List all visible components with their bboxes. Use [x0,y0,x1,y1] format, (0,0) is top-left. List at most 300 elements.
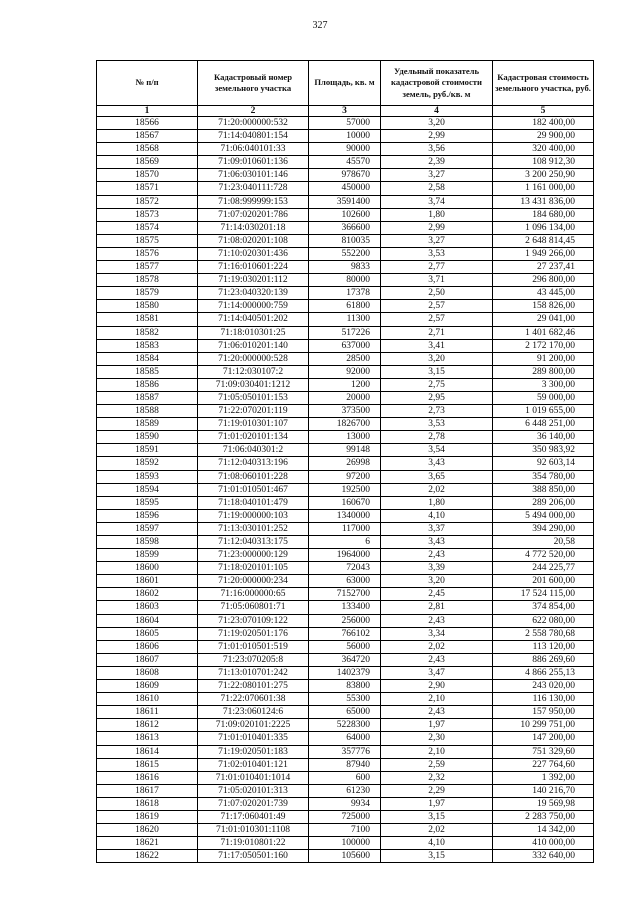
cadastral-cost-cell: 182 400,00 [493,117,594,130]
specific-value-cell: 3,27 [381,234,493,247]
row-number-cell: 18588 [97,405,198,418]
row-number-cell: 18567 [97,130,198,143]
area-cell: 133400 [309,601,381,614]
cadastral-cost-cell: 108 912,30 [493,156,594,169]
cadastral-cost-cell: 1 401 682,46 [493,326,594,339]
table-row [97,274,594,287]
cadastral-cost-cell: 1 392,00 [493,771,594,784]
row-number-cell: 18582 [97,326,198,339]
row-number-cell: 18602 [97,588,198,601]
cadastral-number-cell: 71:09:010601:136 [198,156,309,169]
row-number-cell: 18600 [97,562,198,575]
cadastral-cost-cell: 394 290,00 [493,522,594,535]
specific-value-cell: 3,71 [381,274,493,287]
cadastral-number-cell: 71:12:030107:2 [198,365,309,378]
area-cell: 9833 [309,261,381,274]
table-row [97,378,594,391]
specific-value-cell: 3,15 [381,810,493,823]
area-cell: 1402379 [309,666,381,679]
row-number-cell: 18571 [97,182,198,195]
specific-value-cell: 2,45 [381,588,493,601]
cadastral-cost-cell: 4 866 255,13 [493,666,594,679]
specific-value-cell: 3,53 [381,247,493,260]
table-row [97,536,594,549]
row-number-cell: 18580 [97,300,198,313]
cadastral-cost-cell: 43 445,00 [493,287,594,300]
specific-value-cell: 1,97 [381,719,493,732]
area-cell: 364720 [309,653,381,666]
area-cell: 45570 [309,156,381,169]
cadastral-number-cell: 71:18:040101:479 [198,496,309,509]
column-number-row [97,106,594,117]
cadastral-cost-cell: 751 329,60 [493,745,594,758]
cadastral-cost-cell: 10 299 751,00 [493,719,594,732]
area-cell: 64000 [309,732,381,745]
area-cell: 100000 [309,837,381,850]
row-number-cell: 18613 [97,732,198,745]
cadastral-number-cell: 71:18:010301:25 [198,326,309,339]
cadastral-number-cell: 71:23:060124:6 [198,706,309,719]
specific-value-cell: 3,20 [381,117,493,130]
cadastral-cost-cell: 14 342,00 [493,824,594,837]
cadastral-number-cell: 71:01:010301:1108 [198,824,309,837]
cadastral-cost-cell: 3 200 250,90 [493,169,594,182]
cadastral-cost-cell: 3 300,00 [493,378,594,391]
row-number-cell: 18576 [97,247,198,260]
cadastral-cost-cell: 289 206,00 [493,496,594,509]
specific-value-cell: 3,37 [381,522,493,535]
row-number-cell: 18598 [97,536,198,549]
area-cell: 55300 [309,693,381,706]
specific-value-cell: 2,10 [381,693,493,706]
cadastral-number-cell: 71:22:080101:275 [198,680,309,693]
table-row [97,352,594,365]
area-cell: 13000 [309,431,381,444]
specific-value-cell: 1,80 [381,496,493,509]
specific-value-cell: 3,47 [381,666,493,679]
table-row [97,575,594,588]
cadastral-cost-cell: 622 080,00 [493,614,594,627]
area-cell: 600 [309,771,381,784]
cadastral-number-cell: 71:07:020201:786 [198,208,309,221]
cadastral-cost-cell: 4 772 520,00 [493,549,594,562]
column-number: 5 [493,106,594,117]
area-cell: 450000 [309,182,381,195]
area-cell: 3591400 [309,195,381,208]
cadastral-number-cell: 71:20:000000:528 [198,352,309,365]
cadastral-number-cell: 71:22:070201:119 [198,405,309,418]
table-row [97,156,594,169]
cadastral-number-cell: 71:08:999999:153 [198,195,309,208]
cadastral-number-cell: 71:12:040313:196 [198,457,309,470]
row-number-cell: 18609 [97,680,198,693]
specific-value-cell: 3,34 [381,627,493,640]
table-row [97,810,594,823]
row-number-cell: 18612 [97,719,198,732]
specific-value-cell: 2,99 [381,130,493,143]
column-number: 3 [309,106,381,117]
header-area: Площадь, кв. м [309,61,381,106]
area-cell: 17378 [309,287,381,300]
cadastral-cost-cell: 140 216,70 [493,784,594,797]
table-row [97,457,594,470]
specific-value-cell: 2,77 [381,261,493,274]
cadastral-cost-cell: 116 130,00 [493,693,594,706]
page-number: 327 [312,20,328,31]
area-cell: 117000 [309,522,381,535]
table-row [97,418,594,431]
area-cell: 90000 [309,143,381,156]
cadastral-cost-cell: 184 680,00 [493,208,594,221]
header-row-number: № п/п [97,61,198,106]
area-cell: 99148 [309,444,381,457]
specific-value-cell: 2,99 [381,221,493,234]
cadastral-cost-cell: 2 558 780,68 [493,627,594,640]
cadastral-number-cell: 71:19:000000:103 [198,509,309,522]
cadastral-number-cell: 71:19:020501:176 [198,627,309,640]
row-number-cell: 18610 [97,693,198,706]
specific-value-cell: 4,10 [381,509,493,522]
row-number-cell: 18617 [97,784,198,797]
row-number-cell: 18579 [97,287,198,300]
table-row [97,339,594,352]
area-cell: 357776 [309,745,381,758]
row-number-cell: 18566 [97,117,198,130]
table-row [97,365,594,378]
cadastral-cost-cell: 29 900,00 [493,130,594,143]
cadastral-number-cell: 71:23:000000:129 [198,549,309,562]
table-row [97,627,594,640]
table-row [97,614,594,627]
cadastral-cost-cell: 27 237,41 [493,261,594,274]
specific-value-cell: 3,20 [381,352,493,365]
cadastral-number-cell: 71:09:020101:2225 [198,719,309,732]
table-row [97,640,594,653]
specific-value-cell: 2,90 [381,680,493,693]
table-row [97,247,594,260]
row-number-cell: 18596 [97,509,198,522]
row-number-cell: 18622 [97,850,198,863]
specific-value-cell: 1,97 [381,797,493,810]
cadastral-number-cell: 71:19:010801:22 [198,837,309,850]
cadastral-cost-cell: 227 764,60 [493,758,594,771]
specific-value-cell: 4,10 [381,837,493,850]
area-cell: 6 [309,536,381,549]
specific-value-cell: 3,39 [381,562,493,575]
table-row [97,601,594,614]
cadastral-cost-cell: 13 431 836,00 [493,195,594,208]
specific-value-cell: 2,71 [381,326,493,339]
area-cell: 725000 [309,810,381,823]
table-row [97,405,594,418]
table-row [97,666,594,679]
table-row [97,719,594,732]
area-cell: 72043 [309,562,381,575]
table-row [97,326,594,339]
area-cell: 1200 [309,378,381,391]
cadastral-cost-cell: 147 200,00 [493,732,594,745]
cadastral-number-cell: 71:06:010201:140 [198,339,309,352]
table-row [97,522,594,535]
specific-value-cell: 3,43 [381,536,493,549]
specific-value-cell: 2,75 [381,378,493,391]
row-number-cell: 18568 [97,143,198,156]
cadastral-cost-cell: 1 161 000,00 [493,182,594,195]
cadastral-cost-cell: 289 800,00 [493,365,594,378]
table-row [97,693,594,706]
cadastral-number-cell: 71:19:020501:183 [198,745,309,758]
cadastral-number-cell: 71:19:010301:107 [198,418,309,431]
table-row [97,797,594,810]
specific-value-cell: 3,65 [381,470,493,483]
header-cadastral-number: Кадастровый номер земельного участка [198,61,309,106]
row-number-cell: 18581 [97,313,198,326]
specific-value-cell: 3,43 [381,457,493,470]
area-cell: 105600 [309,850,381,863]
cadastral-number-cell: 71:23:040111:728 [198,182,309,195]
cadastral-cost-cell: 36 140,00 [493,431,594,444]
area-cell: 9934 [309,797,381,810]
column-number: 1 [97,106,198,117]
row-number-cell: 18574 [97,221,198,234]
cadastral-cost-cell: 1 019 655,00 [493,405,594,418]
row-number-cell: 18569 [97,156,198,169]
cadastral-number-cell: 71:17:050501:160 [198,850,309,863]
table-row [97,444,594,457]
cadastral-number-cell: 71:08:060101:228 [198,470,309,483]
cadastral-number-cell: 71:14:040801:154 [198,130,309,143]
cadastral-cost-cell: 2 172 170,00 [493,339,594,352]
cadastral-number-cell: 71:05:020101:313 [198,784,309,797]
cadastral-number-cell: 71:13:010701:242 [198,666,309,679]
specific-value-cell: 3,54 [381,444,493,457]
area-cell: 552200 [309,247,381,260]
row-number-cell: 18595 [97,496,198,509]
cadastral-value-table [96,60,594,863]
table-row [97,195,594,208]
cadastral-cost-cell: 157 950,00 [493,706,594,719]
cadastral-cost-cell: 388 850,00 [493,483,594,496]
cadastral-cost-cell: 19 569,98 [493,797,594,810]
cadastral-number-cell: 71:14:040501:202 [198,313,309,326]
area-cell: 517226 [309,326,381,339]
cadastral-cost-cell: 886 269,60 [493,653,594,666]
cadastral-number-cell: 71:06:040101:33 [198,143,309,156]
row-number-cell: 18599 [97,549,198,562]
cadastral-number-cell: 71:06:040301:2 [198,444,309,457]
row-number-cell: 18590 [97,431,198,444]
cadastral-cost-cell: 374 854,00 [493,601,594,614]
table-row [97,653,594,666]
specific-value-cell: 2,43 [381,706,493,719]
column-number: 4 [381,106,493,117]
area-cell: 87940 [309,758,381,771]
row-number-cell: 18573 [97,208,198,221]
cadastral-cost-cell: 320 400,00 [493,143,594,156]
row-number-cell: 18587 [97,391,198,404]
table-row [97,680,594,693]
specific-value-cell: 2,43 [381,614,493,627]
cadastral-number-cell: 71:10:020301:436 [198,247,309,260]
table-row [97,732,594,745]
row-number-cell: 18591 [97,444,198,457]
row-number-cell: 18603 [97,601,198,614]
table-row [97,221,594,234]
specific-value-cell: 2,43 [381,653,493,666]
specific-value-cell: 3,27 [381,169,493,182]
specific-value-cell: 2,32 [381,771,493,784]
cadastral-number-cell: 71:20:000000:532 [198,117,309,130]
table-row [97,837,594,850]
specific-value-cell: 2,57 [381,313,493,326]
cadastral-number-cell: 71:23:070109:122 [198,614,309,627]
row-number-cell: 18593 [97,470,198,483]
row-number-cell: 18614 [97,745,198,758]
area-cell: 97200 [309,470,381,483]
cadastral-number-cell: 71:23:070205:8 [198,653,309,666]
row-number-cell: 18578 [97,274,198,287]
cadastral-cost-cell: 29 041,00 [493,313,594,326]
table-row [97,784,594,797]
area-cell: 63000 [309,575,381,588]
specific-value-cell: 2,02 [381,824,493,837]
cadastral-cost-cell: 1 949 266,00 [493,247,594,260]
table-row [97,143,594,156]
specific-value-cell: 2,10 [381,745,493,758]
cadastral-cost-cell: 59 000,00 [493,391,594,404]
cadastral-number-cell: 71:19:030201:112 [198,274,309,287]
table-row [97,300,594,313]
row-number-cell: 18570 [97,169,198,182]
cadastral-number-cell: 71:01:010401:335 [198,732,309,745]
cadastral-cost-cell: 243 020,00 [493,680,594,693]
area-cell: 56000 [309,640,381,653]
area-cell: 5228300 [309,719,381,732]
area-cell: 1826700 [309,418,381,431]
area-cell: 160670 [309,496,381,509]
cadastral-number-cell: 71:06:030101:146 [198,169,309,182]
column-number: 2 [198,106,309,117]
area-cell: 80000 [309,274,381,287]
table-body [97,117,594,863]
cadastral-cost-cell: 158 826,00 [493,300,594,313]
area-cell: 65000 [309,706,381,719]
cadastral-number-cell: 71:16:000000:65 [198,588,309,601]
row-number-cell: 18585 [97,365,198,378]
row-number-cell: 18589 [97,418,198,431]
area-cell: 7100 [309,824,381,837]
cadastral-cost-cell: 201 600,00 [493,575,594,588]
row-number-cell: 18620 [97,824,198,837]
specific-value-cell: 2,39 [381,156,493,169]
specific-value-cell: 2,78 [381,431,493,444]
cadastral-cost-cell: 17 524 115,00 [493,588,594,601]
row-number-cell: 18592 [97,457,198,470]
table-row [97,182,594,195]
area-cell: 373500 [309,405,381,418]
area-cell: 26998 [309,457,381,470]
table-row [97,431,594,444]
cadastral-cost-cell: 350 983,92 [493,444,594,457]
specific-value-cell: 2,59 [381,758,493,771]
specific-value-cell: 3,53 [381,418,493,431]
area-cell: 1964000 [309,549,381,562]
cadastral-cost-cell: 1 096 134,00 [493,221,594,234]
area-cell: 637000 [309,339,381,352]
cadastral-cost-cell: 5 494 000,00 [493,509,594,522]
row-number-cell: 18619 [97,810,198,823]
specific-value-cell: 2,29 [381,784,493,797]
specific-value-cell: 2,58 [381,182,493,195]
cadastral-number-cell: 71:14:030201:18 [198,221,309,234]
specific-value-cell: 3,15 [381,850,493,863]
area-cell: 192500 [309,483,381,496]
row-number-cell: 18604 [97,614,198,627]
row-number-cell: 18618 [97,797,198,810]
cadastral-number-cell: 71:01:010501:467 [198,483,309,496]
cadastral-number-cell: 71:23:040320:139 [198,287,309,300]
row-number-cell: 18577 [97,261,198,274]
specific-value-cell: 3,20 [381,575,493,588]
table-row [97,169,594,182]
cadastral-number-cell: 71:05:060801:71 [198,601,309,614]
specific-value-cell: 2,50 [381,287,493,300]
area-cell: 256000 [309,614,381,627]
specific-value-cell: 3,15 [381,365,493,378]
table-row [97,850,594,863]
specific-value-cell: 2,73 [381,405,493,418]
area-cell: 810035 [309,234,381,247]
table-row [97,483,594,496]
row-number-cell: 18601 [97,575,198,588]
cadastral-number-cell: 71:05:050101:153 [198,391,309,404]
cadastral-cost-cell: 332 640,00 [493,850,594,863]
table-row [97,470,594,483]
area-cell: 61800 [309,300,381,313]
area-cell: 10000 [309,130,381,143]
cadastral-cost-cell: 91 200,00 [493,352,594,365]
cadastral-number-cell: 71:16:010601:224 [198,261,309,274]
cadastral-number-cell: 71:01:010401:1014 [198,771,309,784]
table-row [97,130,594,143]
specific-value-cell: 2,95 [381,391,493,404]
row-number-cell: 18586 [97,378,198,391]
table-row [97,117,594,130]
table-row [97,562,594,575]
table-row [97,287,594,300]
area-cell: 61230 [309,784,381,797]
row-number-cell: 18583 [97,339,198,352]
table-header-row [97,61,594,106]
cadastral-number-cell: 71:01:020101:134 [198,431,309,444]
specific-value-cell: 2,43 [381,549,493,562]
header-cadastral-cost: Кадастровая стоимость земельного участка, руб. [493,61,594,106]
table-row [97,496,594,509]
area-cell: 1340000 [309,509,381,522]
table-row [97,391,594,404]
cadastral-cost-cell: 296 800,00 [493,274,594,287]
row-number-cell: 18607 [97,653,198,666]
specific-value-cell: 3,74 [381,195,493,208]
cadastral-cost-cell: 2 283 750,00 [493,810,594,823]
row-number-cell: 18584 [97,352,198,365]
table-row [97,549,594,562]
specific-value-cell: 2,30 [381,732,493,745]
table-row [97,261,594,274]
table-row [97,758,594,771]
cadastral-number-cell: 71:07:020201:739 [198,797,309,810]
row-number-cell: 18621 [97,837,198,850]
